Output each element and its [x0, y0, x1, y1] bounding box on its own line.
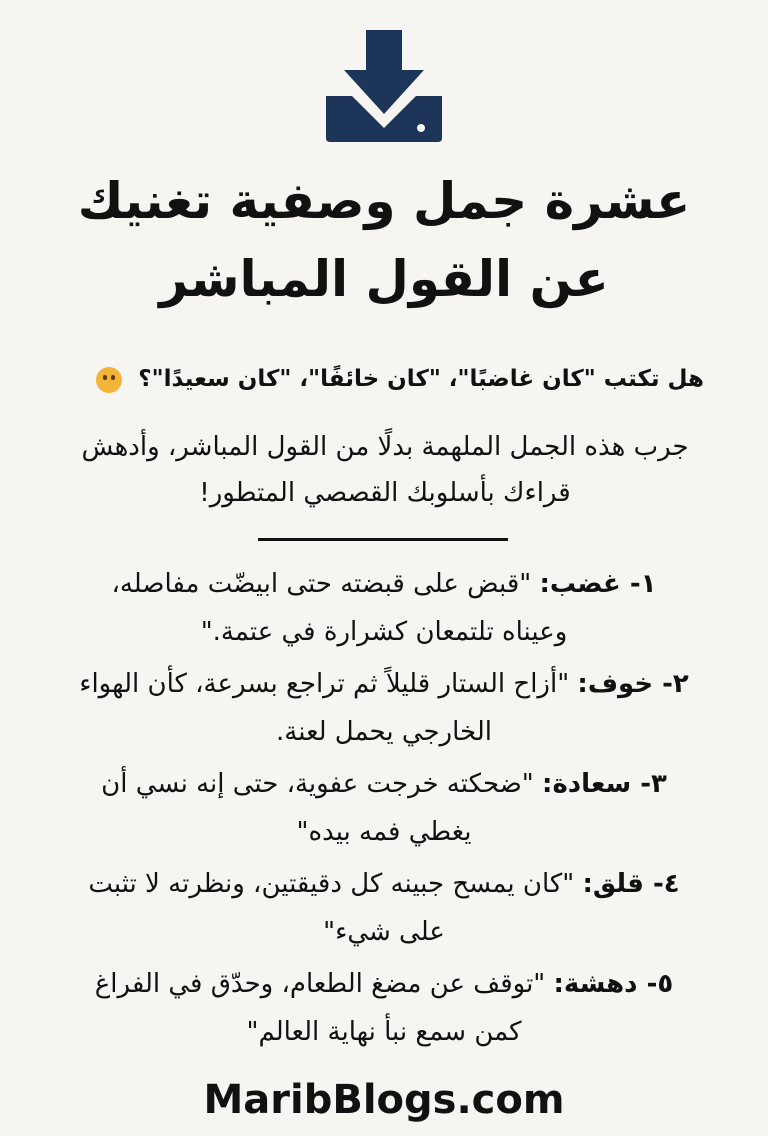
examples-list	[36, 560, 732, 1060]
item-text-line-2: على شيء"	[323, 917, 445, 947]
intro-line-2: قراءك بأسلوبك القصصي المتطور!	[199, 478, 571, 508]
site-footer: MaribBlogs.com	[203, 1077, 565, 1123]
item-text: "أزاح الستار قليلاً ثم تراجع بسرعة، كأن الهواء	[79, 669, 578, 699]
thinking-face-icon	[96, 367, 122, 393]
item-text: "كان يمسح جبينه كل دقيقتين، ونظرته لا تثبت	[88, 869, 583, 899]
item-text-line-2: يغطي فمه بيده"	[296, 817, 472, 847]
intro-paragraph	[40, 424, 730, 516]
list-item	[36, 960, 732, 1056]
title-line-1: عشرة جمل وصفية تغنيك	[77, 172, 691, 230]
divider	[258, 538, 508, 541]
item-text-line-2: الخارجي يحمل لعنة.	[276, 717, 492, 747]
intro-line-1: جرب هذه الجمل الملهمة بدلًا من القول المباشر، وأدهش	[81, 432, 689, 462]
item-text: "ضحكته خرجت عفوية، حتى إنه نسي أن	[101, 769, 543, 799]
list-item	[36, 560, 732, 656]
list-item	[36, 660, 732, 756]
item-text: "قبض على قبضته حتى ابيضّت مفاصله،	[111, 569, 540, 599]
question-text	[40, 362, 704, 396]
download-icon	[324, 26, 444, 144]
item-label: ٤- قلق:	[582, 869, 680, 899]
list-item	[36, 860, 732, 956]
item-label: ٣- سعادة:	[542, 769, 667, 799]
title-line-2: عن القول المباشر	[159, 250, 609, 308]
item-text-line-2: كمن سمع نبأ نهاية العالم"	[246, 1017, 522, 1047]
item-label: ٥- دهشة:	[553, 969, 674, 999]
item-text: "توقف عن مضغ الطعام، وحدّق في الفراغ	[94, 969, 554, 999]
page-title	[40, 162, 728, 318]
item-text-line-2: وعيناه تلتمعان كشرارة في عتمة."	[200, 617, 568, 647]
item-label: ١- غضب:	[539, 569, 657, 599]
question-label: هل تكتب "كان غاضبًا"، "كان خائفًا"، "كان سعيدًا"؟	[138, 366, 704, 392]
item-label: ٢- خوف:	[577, 669, 689, 699]
list-item	[36, 760, 732, 856]
